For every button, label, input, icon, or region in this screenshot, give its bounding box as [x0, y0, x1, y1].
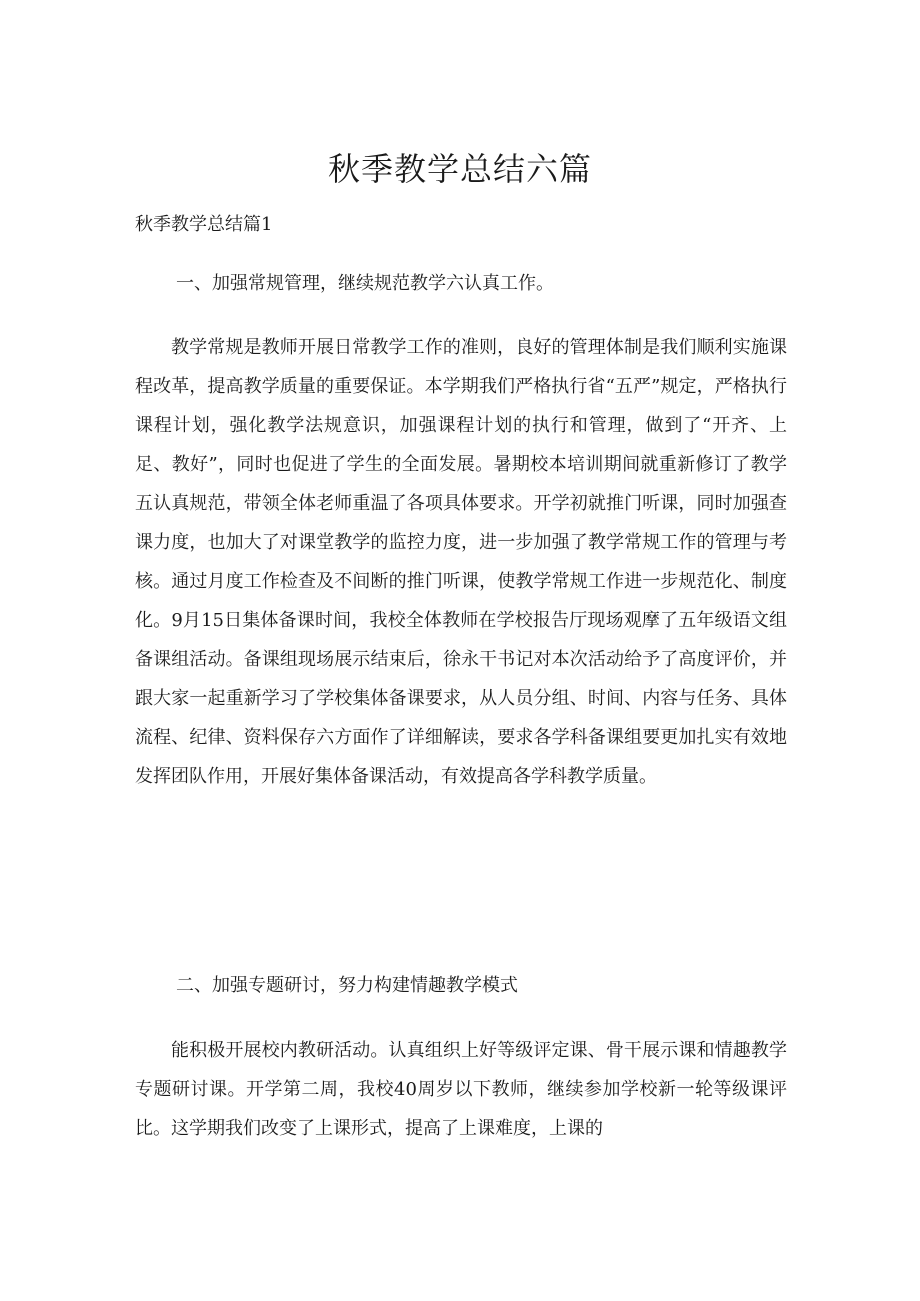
section-label: 秋季教学总结篇1 [135, 214, 273, 235]
paragraph-1: 教学常规是教师开展日常教学工作的准则，良好的管理体制是我们顺利实施课程改革，提高教学质量的重要保证。本学期我们严格执行省“五严”规定，严格执行课程计划，强化教学法规意识，加强课程计划的执行和管理，做到了“开齐、上足、教好”，同时也促进了学生的全面发展。暑期校本培训期间就重新修订了教学五认真规范，带领全体老师重温了各项具体要求。开学初就推门听课，同时加强查课力度，也加大了对课堂教学的监控力度，进一步加强了教学常规工作的管理与考核。通过月度工作检查及不间断的推门听课，使教学常规工作进一步规范化、制度化。9月15日集体备课时间，我校全体教师在学校报告厅现场观摩了五年级语文组备课组活动。备课组现场展示结束后，徐永干书记对本次活动给予了高度评价，并跟大家一起重新学习了学校集体备课要求，从人员分组、时间、内容与任务、具体流程、纪律、资料保存六方面作了详细解读，要求各学科备课组要更加扎实有效地发挥团队作用，开展好集体备课活动，有效提高各学科教学质量。 [135, 337, 787, 787]
document-title: 秋季教学总结六篇 [327, 150, 592, 188]
section-heading-2: 二、加强专题研讨，努力构建情趣教学模式 [176, 975, 518, 996]
paragraph-2: 能积极开展校内教研活动。认真组织上好等级评定课、骨干展示课和情趣教学专题研讨课。开学第二周，我校40周岁以下教师，继续参加学校新一轮等级课评比。这学期我们改变了上课形式，提高了上课难度，上课的 [135, 1040, 787, 1139]
section-heading-1: 一、加强常规管理，继续规范教学六认真工作。 [176, 273, 554, 294]
